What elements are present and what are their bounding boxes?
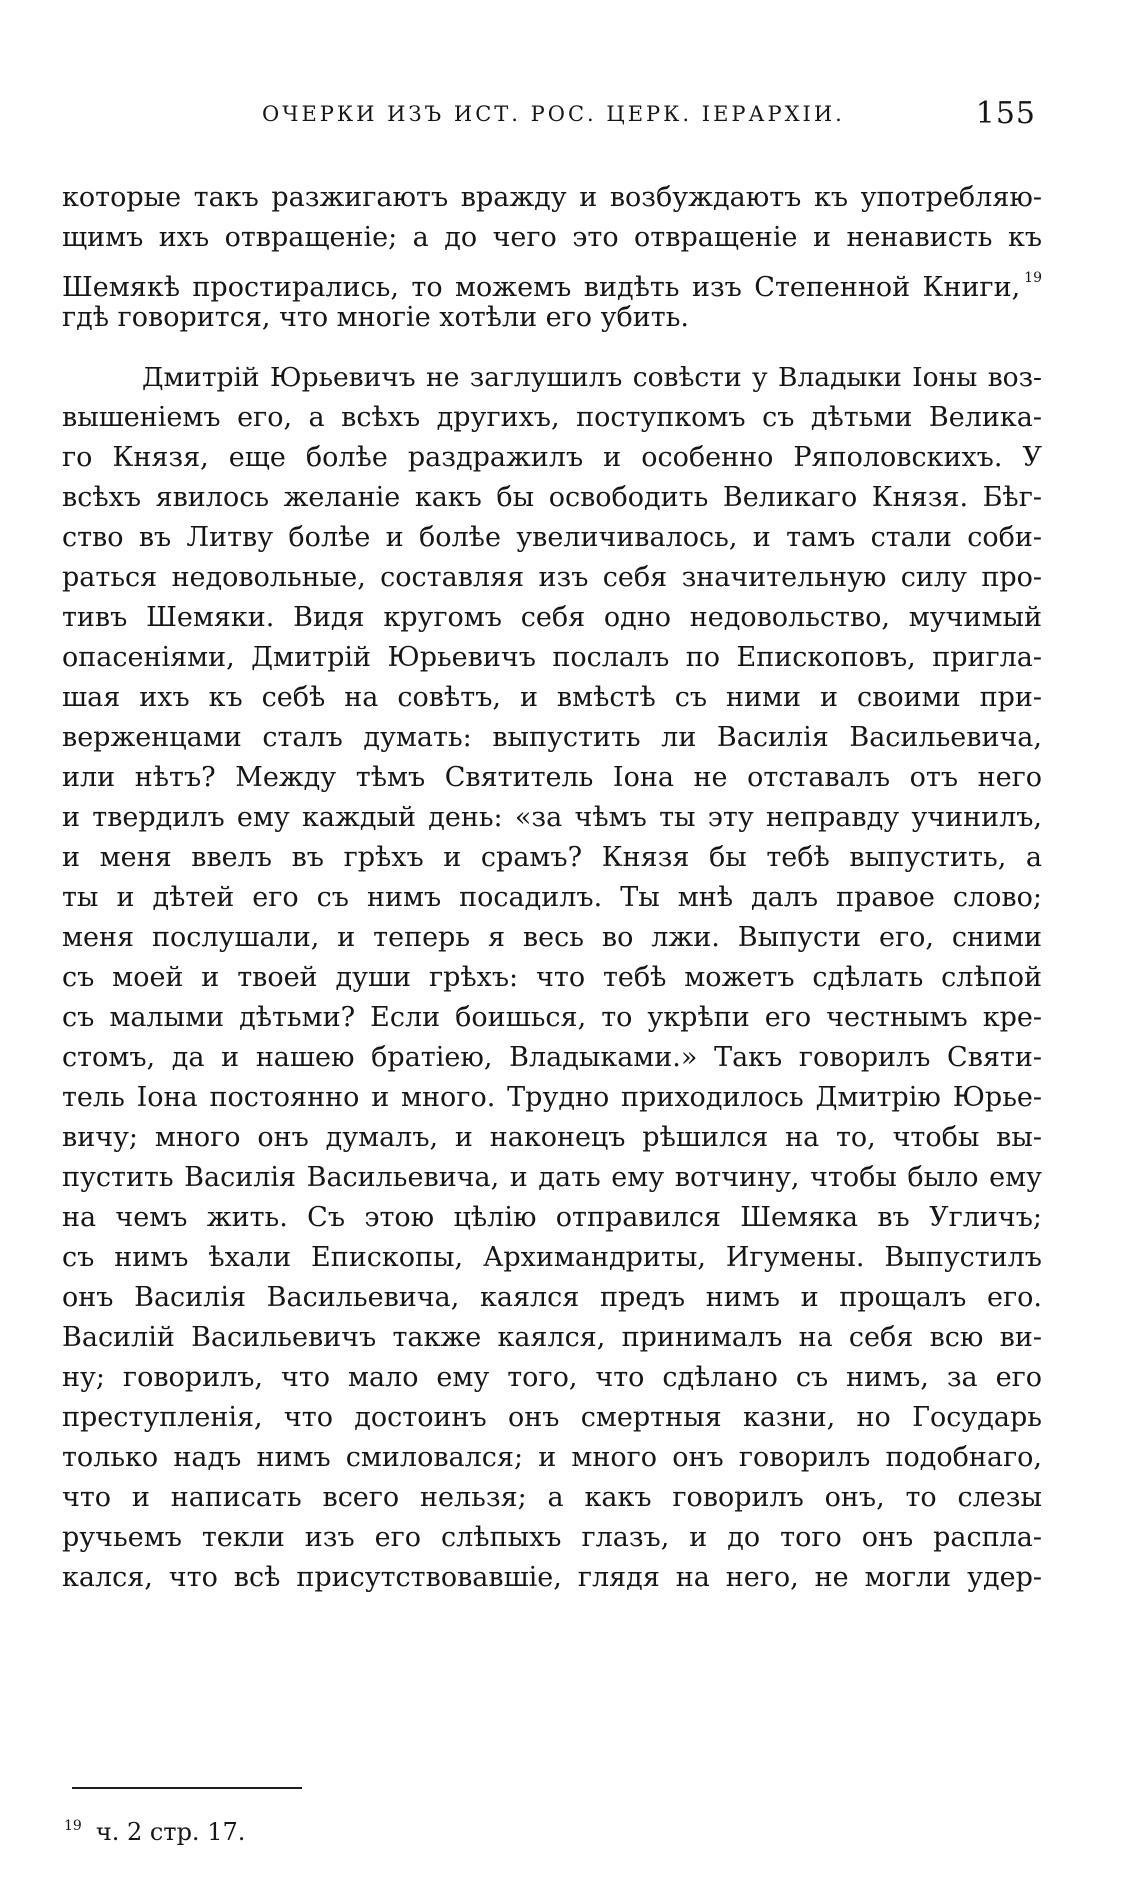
text-line: го Князя, еще болѣе раздражилъ и особенно Ряполовскихъ. У bbox=[62, 442, 1042, 473]
text-line: только надъ нимъ смиловался; и много онъ говорилъ подобнаго, bbox=[62, 1442, 1042, 1473]
text-line-content: Шемякѣ простирались, то можемъ видѣть изъ Степенной Книги, bbox=[62, 272, 1021, 303]
footnote-mark: 19 bbox=[64, 1818, 82, 1834]
footnote-divider bbox=[72, 1787, 302, 1789]
text-line: преступленія, что достоинъ онъ смертныя казни, но Государь bbox=[62, 1402, 1042, 1433]
text-line: шая ихъ къ себѣ на совѣтъ, и вмѣстѣ съ ними и своими при- bbox=[62, 682, 1042, 713]
text-line: на чемъ жить. Съ этою цѣлію отправился Шемяка въ Угличъ; bbox=[62, 1202, 1042, 1233]
text-line: съ малыми дѣтьми? Если боишься, то укрѣпи его честнымъ кре- bbox=[62, 1002, 1042, 1033]
text-line: меня послушали, и теперь я весь во лжи. Выпусти его, сними bbox=[62, 922, 1042, 953]
text-line: ты и дѣтей его съ нимъ посадилъ. Ты мнѣ далъ правое слово; bbox=[62, 882, 1042, 913]
text-line: или нѣтъ? Между тѣмъ Святитель Іона не отставалъ отъ него bbox=[62, 762, 1042, 793]
text-line: ручьемъ текли изъ его слѣпыхъ глазъ, и до того онъ распла- bbox=[62, 1522, 1042, 1553]
text-line: щимъ ихъ отвращеніе; а до чего это отвращеніе и ненависть къ bbox=[62, 222, 1042, 253]
text-line: ство въ Литву болѣе и болѣе увеличивалось, и тамъ стали соби- bbox=[62, 522, 1042, 553]
footnote bbox=[64, 1818, 245, 1846]
text-line: тель Іона постоянно и много. Трудно приходилось Дмитрію Юрье- bbox=[62, 1082, 1042, 1113]
text-line: которые такъ разжигаютъ вражду и возбуждаютъ къ употребляю- bbox=[62, 182, 1042, 213]
text-line: тивъ Шемяки. Видя кругомъ себя одно недовольство, мучимый bbox=[62, 602, 1042, 633]
text-line: гдѣ говорится, что многіе хотѣли его убить. bbox=[62, 302, 689, 333]
text-line: опасеніями, Дмитрій Юрьевичъ послалъ по Епископовъ, пригла- bbox=[62, 642, 1042, 673]
running-title: ОЧЕРКИ ИЗЪ ИСТ. РОС. ЦЕРК. ІЕРАРХІИ. bbox=[262, 102, 845, 126]
text-line: стомъ, да и нашею братіею, Владыками.» Такъ говорилъ Святи- bbox=[62, 1042, 1042, 1073]
text-line: всѣхъ явилось желаніе какъ бы освободить Великаго Князя. Бѣг- bbox=[62, 482, 1042, 513]
text-line: вичу; много онъ думалъ, и наконецъ рѣшился на то, чтобы вы- bbox=[62, 1122, 1042, 1153]
text-line: и меня ввелъ въ грѣхъ и срамъ? Князя бы тебѣ выпустить, а bbox=[62, 842, 1042, 873]
text-line: съ нимъ ѣхали Епископы, Архимандриты, Игумены. Выпустилъ bbox=[62, 1242, 1042, 1273]
text-line: что и написать всего нельзя; а какъ говорилъ онъ, то слезы bbox=[62, 1482, 1042, 1513]
text-line: и твердилъ ему каждый день: «за чѣмъ ты эту неправду учинилъ, bbox=[62, 802, 1042, 833]
text-line: ну; говорилъ, что мало ему того, что сдѣлано съ нимъ, за его bbox=[62, 1362, 1042, 1393]
text-line: онъ Василія Васильевича, каялся предъ нимъ и прощалъ его. bbox=[62, 1282, 1042, 1313]
page-number: 155 bbox=[975, 96, 1036, 131]
text-line: верженцами сталъ думать: выпустить ли Василія Васильевича, bbox=[62, 722, 1042, 753]
text-line: пустить Василія Васильевича, и дать ему вотчину, чтобы было ему bbox=[62, 1162, 1042, 1193]
text-line: съ моей и твоей души грѣхъ: что тебѣ можетъ сдѣлать слѣпой bbox=[62, 962, 1042, 993]
footnote-reference: 19 bbox=[1024, 270, 1042, 286]
footnote-text: ч. 2 стр. 17. bbox=[95, 1818, 246, 1846]
text-line: кался, что всѣ присутствовавшіе, глядя на него, не могли удер- bbox=[62, 1562, 1042, 1593]
text-line: Василій Васильевичъ также каялся, принималъ на себя всю ви- bbox=[62, 1322, 1042, 1353]
text-line: Дмитрій Юрьевичъ не заглушилъ совѣсти у Владыки Іоны воз- bbox=[142, 362, 1042, 393]
text-line: раться недовольные, составляя изъ себя значительную силу про- bbox=[62, 562, 1042, 593]
text-line: вышеніемъ его, а всѣхъ другихъ, поступкомъ съ дѣтьми Велика- bbox=[62, 402, 1042, 433]
